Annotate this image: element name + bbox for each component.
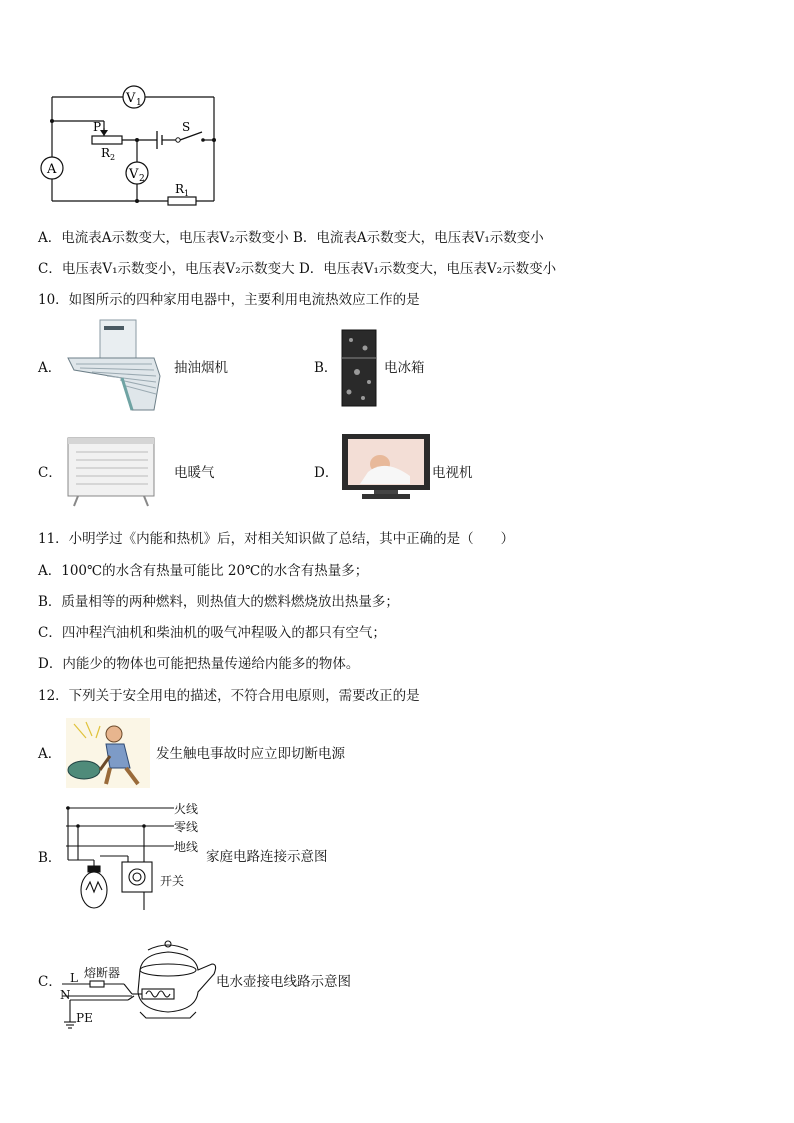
q12-option-c-letter: C． (38, 974, 62, 990)
q10-option-b-letter: B． (314, 360, 338, 376)
q9-options-line-1: A．电流表A示数变大，电压表V₂示数变小 B．电流表A示数变大，电压表V₁示数变小 (38, 230, 544, 246)
svg-text:R: R (101, 146, 111, 160)
neutral-wire-label: 零线 (174, 820, 199, 834)
q12-option-b-letter: B． (38, 850, 62, 866)
svg-text:V: V (129, 167, 139, 182)
q11-option-a: A．100℃的水含有热量可能比 20℃的水含有热量多； (38, 563, 369, 579)
svg-text:P: P (93, 120, 102, 134)
ammeter-a (41, 157, 63, 179)
svg-text:V: V (126, 91, 136, 106)
q10-option-a-label: 抽油烟机 (174, 360, 228, 376)
svg-text:S: S (182, 120, 191, 134)
television-image (340, 432, 432, 504)
q10-option-a-letter: A． (38, 360, 62, 376)
rheostat-r2 (92, 120, 122, 162)
svg-text:A: A (47, 162, 57, 177)
protective-earth-label: PE (76, 1011, 93, 1025)
q12-option-a-letter: A． (38, 746, 62, 762)
q10-option-d-letter: D． (314, 465, 339, 481)
range-hood-image (62, 318, 162, 413)
q10-option-b-label: 电冰箱 (384, 360, 425, 376)
fuse-label: 熔断器 (84, 966, 121, 980)
battery (157, 131, 162, 149)
electric-heater-image (64, 430, 160, 510)
q10-option-d-label: 电视机 (432, 465, 473, 481)
q9-options-line-2: C．电压表V₁示数变小，电压表V₂示数变大 D．电压表V₁示数变大，电压表V₂示数变小 (38, 261, 557, 277)
switch-s (176, 120, 205, 142)
live-line-label: L (70, 971, 78, 985)
q11-option-c: C．四冲程汽油机和柴油机的吸气冲程吸入的都只有空气； (38, 625, 386, 641)
neutral-line-label: N (60, 988, 71, 1002)
resistor-r1 (168, 182, 196, 205)
q12-stem: 12．下列关于安全用电的描述，不符合用电原则，需要改正的是 (38, 688, 420, 704)
voltmeter-v2 (126, 162, 148, 184)
svg-text:1: 1 (184, 189, 190, 198)
q12-option-b-label: 家庭电路连接示意图 (206, 849, 328, 865)
voltmeter-v1 (123, 86, 145, 108)
svg-text:2: 2 (139, 174, 145, 184)
electric-shock-image (66, 718, 150, 788)
q12-option-c-label: 电水壶接电线路示意图 (216, 974, 351, 990)
q11-stem: 11．小明学过《内能和热机》后，对相关知识做了总结，其中正确的是（ ） (38, 531, 515, 547)
q10-option-c-letter: C． (38, 465, 62, 481)
q11-option-b: B．质量相等的两种燃料，则热值大的燃料燃烧放出热量多； (38, 594, 399, 610)
fire-wire-label: 火线 (174, 802, 199, 816)
ground-wire-label: 地线 (174, 840, 199, 854)
q12-option-a-label: 发生触电事故时应立即切断电源 (156, 746, 345, 762)
q10-stem: 10．如图所示的四种家用电器中，主要利用电流热效应工作的是 (38, 292, 420, 308)
switch-label: 开关 (160, 874, 185, 888)
q11-option-d: D．内能少的物体也可能把热量传递给内能多的物体。 (38, 656, 360, 672)
svg-text:R: R (175, 182, 185, 196)
svg-text:2: 2 (110, 153, 116, 162)
svg-text:1: 1 (136, 98, 142, 108)
refrigerator-image (339, 328, 379, 408)
q10-option-c-label: 电暖气 (174, 465, 215, 481)
